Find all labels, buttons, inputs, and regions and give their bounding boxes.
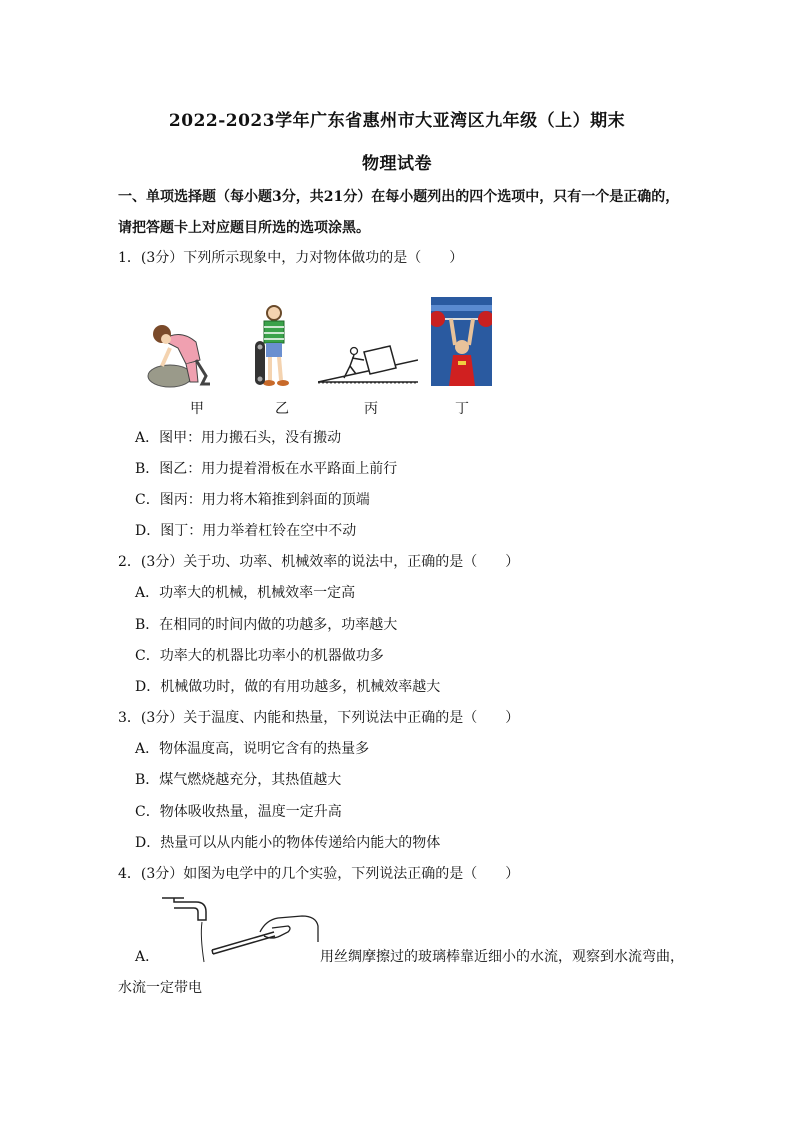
section-heading: 一、单项选择题（每小题3分，共21分）在每小题列出的四个选项中，只有一个是正确的，请把答题卡上对应题目所选的选项涂黑。 [118,189,680,236]
question-1-option-d: D．图丁：用力举着杠铃在空中不动 [135,523,357,539]
figure-caption-bing: 丙 [364,401,378,417]
question-2-option-d: D．机械做功时，做的有用功越多，机械效率越大 [135,679,441,695]
question-3-stem: 3．(3分）关于温度、内能和热量，下列说法中正确的是（ ） [118,710,520,726]
question-1-option-b: B．图乙：用力提着滑板在水平路面上前行 [135,461,398,477]
figure-caption-yi: 乙 [275,401,289,417]
question-3-option-b: B．煤气燃烧越充分，其热值越大 [135,772,342,788]
page-subtitle: 物理试卷 [362,154,432,174]
question-3-option-a: A．物体温度高，说明它含有的热量多 [135,741,370,757]
question-1-option-c: C．图丙：用力将木箱推到斜面的顶端 [135,492,370,508]
figure-caption-jia: 甲 [190,401,204,417]
figure-ding-illustration [431,297,492,386]
question-4-option-a-continuation: 水流一定带电 [118,980,202,996]
question-2-option-c: C．功率大的机器比功率小的机器做功多 [135,648,384,664]
figure-yi-illustration [252,305,302,390]
question-4-stem: 4．(3分）如图为电学中的几个实验，下列说法正确的是（ ） [118,866,520,882]
figure-faucet-glass-rod [160,892,320,964]
question-4-option-a-label: A． [135,949,160,965]
question-3-option-d: D．热量可以从内能小的物体传递给内能大的物体 [135,835,441,851]
figure-bing-illustration [318,342,418,384]
question-2-stem: 2．(3分）关于功、功率、机械效率的说法中，正确的是（ ） [118,554,520,570]
question-1-stem: 1．(3分）下列所示现象中，力对物体做功的是（ ） [118,250,464,266]
figure-jia-illustration [140,312,225,388]
page-title: 2022-2023学年广东省惠州市大亚湾区九年级（上）期末 [168,111,626,131]
question-2-option-b: B．在相同的时间内做的功越多，功率越大 [135,617,398,633]
question-4-option-a-text: 用丝绸摩擦过的玻璃棒靠近细小的水流，观察到水流弯曲， [320,949,684,965]
question-2-option-a: A．功率大的机械，机械效率一定高 [135,585,356,601]
question-3-option-c: C．物体吸收热量，温度一定升高 [135,804,342,820]
figure-caption-ding: 丁 [455,401,469,417]
question-1-option-a: A．图甲：用力搬石头，没有搬动 [135,430,342,446]
